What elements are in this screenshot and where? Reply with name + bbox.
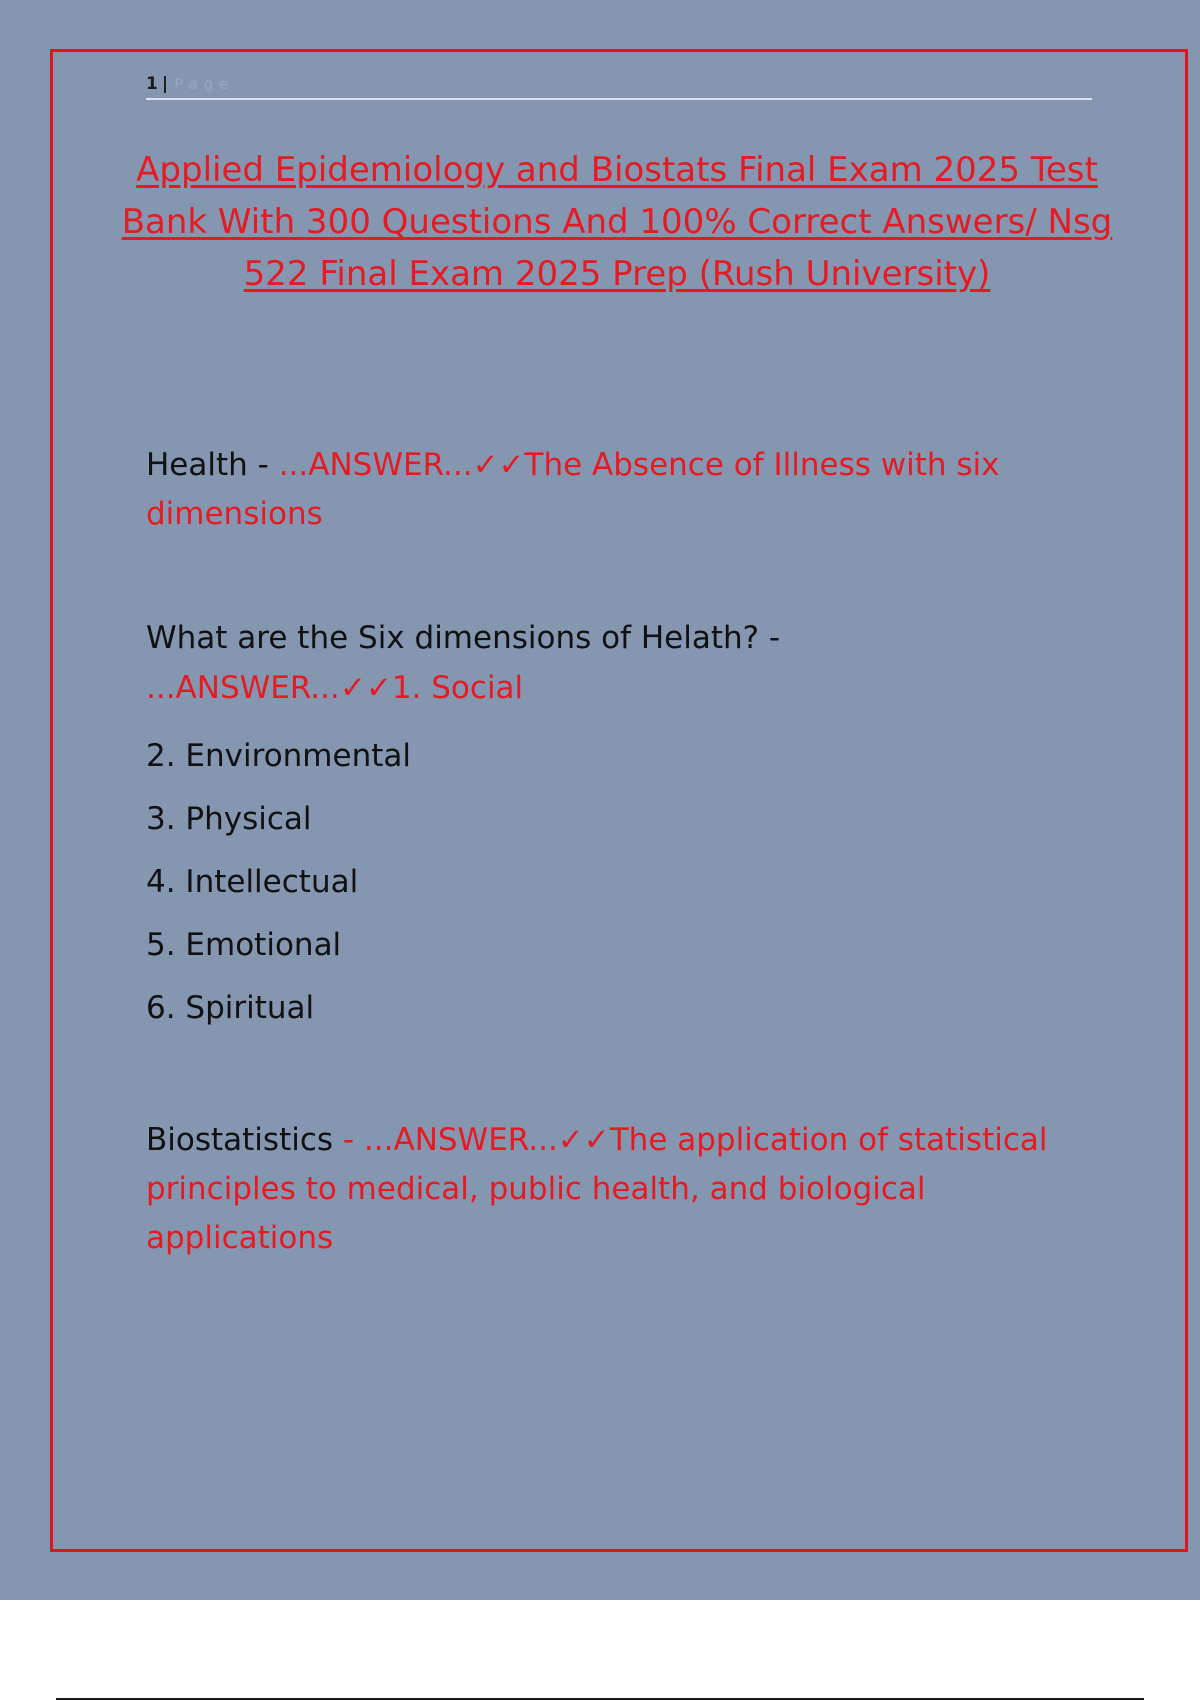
page-label: Page bbox=[174, 75, 235, 93]
page-separator: | bbox=[161, 74, 169, 94]
dimensions-list bbox=[146, 731, 411, 1046]
document-title: Applied Epidemiology and Biostats Final Exam 2025 Test Bank With 300 Questions And 100% Correct Answers/ Nsg 522 Final Exam 2025 Prep (Rush University) bbox=[121, 150, 1113, 294]
list-item: 4. Intellectual bbox=[146, 864, 359, 900]
question-text: Health - bbox=[146, 447, 279, 483]
list-item: 2. Environmental bbox=[146, 738, 411, 774]
qa-six-dimensions bbox=[146, 613, 1106, 713]
question-text: What are the Six dimensions of Helath? - bbox=[146, 620, 781, 656]
question-text: Biostatistics bbox=[146, 1122, 334, 1158]
qa-health bbox=[146, 441, 1106, 539]
list-item: 6. Spiritual bbox=[146, 990, 315, 1026]
qa-biostatistics bbox=[146, 1116, 1106, 1263]
answer-text: ...ANSWER...✓✓The Absence of Illness with six dimensions bbox=[146, 447, 1000, 532]
page-number: 1 bbox=[146, 74, 158, 94]
list-item: 5. Emotional bbox=[146, 927, 342, 963]
page-header bbox=[146, 72, 1092, 100]
answer-text: - ...ANSWER...✓✓The application of statistical principles to medical, public health, and biological applications bbox=[146, 1122, 1048, 1256]
list-item: 3. Physical bbox=[146, 801, 312, 837]
answer-text: ...ANSWER...✓✓1. Social bbox=[146, 670, 524, 706]
